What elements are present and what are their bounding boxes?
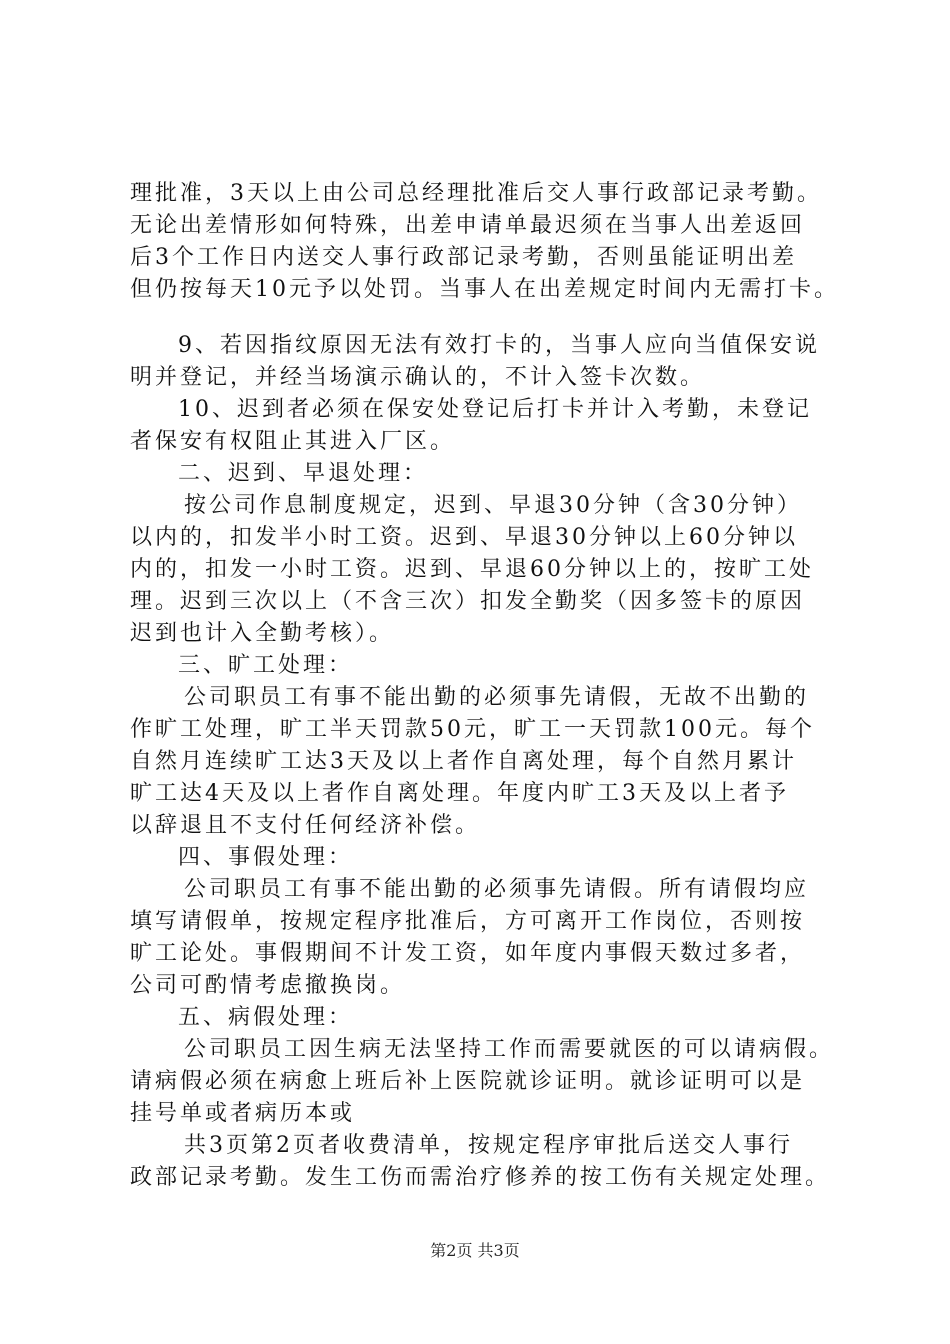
text-line: 以辞退且不支付任何经济补偿。 xyxy=(130,813,481,838)
text-line: 公司职员工有事不能出勤的必须事先请假，无故不出勤的 xyxy=(184,685,810,710)
section-heading: 五、病假处理： xyxy=(178,1005,354,1030)
text-line: 公司可酌情考虑撤换岗。 xyxy=(130,973,406,998)
text-line: 以内的，扣发半小时工资。迟到、早退30分钟以上60分钟以 xyxy=(130,525,798,550)
text-line: 政部记录考勤。发生工伤而需治疗修养的按工伤有关规定处理。 xyxy=(130,1165,831,1190)
text-line: 共3页第2页者收费清单，按规定程序审批后送交人事行 xyxy=(184,1133,793,1158)
text-line: 迟到也计入全勤考核）。 xyxy=(130,621,395,646)
text-line: 9、若因指纹原因无法有效打卡的，当事人应向当值保安说 xyxy=(178,333,820,358)
text-line: 但仍按每天10元予以处罚。当事人在出差规定时间内无需打卡。 xyxy=(130,277,839,302)
text-line: 内的，扣发一小时工资。迟到、早退60分钟以上的，按旷工处 xyxy=(130,557,814,582)
text-line: 后3个工作日内送交人事行政部记录考勤，否则虽能证明出差 xyxy=(130,245,797,270)
text-line: 理。迟到三次以上（不含三次）扣发全勤奖（因多签卡的原因 xyxy=(130,589,806,614)
text-line: 旷工论处。事假期间不计发工资，如年度内事假天数过多者， xyxy=(130,941,806,966)
text-line: 作旷工处理，旷工半天罚款50元，旷工一天罚款100元。每个 xyxy=(130,717,815,742)
text-line: 自然月连续旷工达3天及以上者作自离处理，每个自然月累计 xyxy=(130,749,797,774)
section-heading: 二、迟到、早退处理： xyxy=(178,461,429,486)
section-heading: 四、事假处理： xyxy=(178,845,354,870)
section-heading: 三、旷工处理： xyxy=(178,653,354,678)
text-line: 请病假必须在病愈上班后补上医院就诊证明。就诊证明可以是 xyxy=(130,1069,806,1094)
text-line: 公司职员工有事不能出勤的必须事先请假。所有请假均应 xyxy=(184,877,810,902)
text-line: 按公司作息制度规定，迟到、早退30分钟（含30分钟） xyxy=(184,493,802,518)
text-line: 填写请假单，按规定程序批准后，方可离开工作岗位，否则按 xyxy=(130,909,806,934)
text-line: 挂号单或者病历本或 xyxy=(130,1101,356,1126)
text-line: 10、迟到者必须在保安处登记后打卡并计入考勤，未登记 xyxy=(178,397,812,422)
page-footer: 第2页 共3页 xyxy=(430,1241,520,1260)
text-line: 公司职员工因生病无法坚持工作而需要就医的可以请病假。 xyxy=(184,1037,835,1062)
text-line: 者保安有权阻止其进入厂区。 xyxy=(130,429,456,454)
text-line: 无论出差情形如何特殊，出差申请单最迟须在当事人出差返回 xyxy=(130,213,806,238)
text-line: 明并登记，并经当场演示确认的，不计入签卡次数。 xyxy=(130,365,706,390)
text-line: 理批准，3天以上由公司总经理批准后交人事行政部记录考勤。 xyxy=(130,181,822,206)
text-line: 旷工达4天及以上者作自离处理。年度内旷工3天及以上者予 xyxy=(130,781,789,806)
